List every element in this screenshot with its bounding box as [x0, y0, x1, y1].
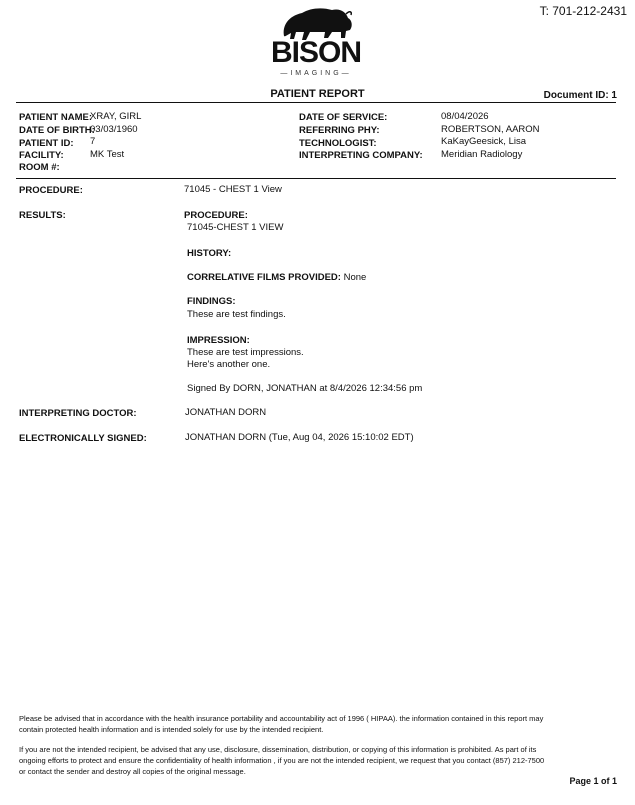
- results-label: RESULTS:: [19, 210, 66, 221]
- facility-label: FACILITY:: [19, 150, 64, 161]
- results-procedure-heading: PROCEDURE:: [184, 210, 248, 221]
- hipaa-notice-line-2: contain protected health information and is intended solely for use by the intended recipient.: [19, 725, 324, 734]
- history-heading: HISTORY:: [187, 248, 232, 259]
- interpreting-company: Meridian Radiology: [441, 149, 523, 160]
- results-procedure: 71045-CHEST 1 VIEW: [187, 222, 284, 233]
- procedure-label: PROCEDURE:: [19, 185, 83, 196]
- confidentiality-notice-line-3: or contact the sender and destroy all copies of the original message.: [19, 767, 246, 776]
- header-divider: [16, 102, 616, 103]
- patient-id: 7: [90, 136, 96, 147]
- logo-subtitle-text: IMAGING: [290, 70, 342, 77]
- interpreting-doctor: JONATHAN DORN: [185, 407, 267, 418]
- patient-name-label: PATIENT NAME:: [19, 112, 93, 123]
- impression-line-2: Here's another one.: [187, 359, 271, 370]
- phone-number: T: 701-212-2431: [539, 4, 627, 18]
- electronically-signed: JONATHAN DORN (Tue, Aug 04, 2026 15:10:02 EDT): [185, 432, 414, 443]
- impression-line-1: These are test impressions.: [187, 347, 304, 358]
- document-id: Document ID: 1: [543, 90, 617, 101]
- referring-physician: ROBERTSON, AARON: [441, 124, 540, 135]
- page-title: PATIENT REPORT: [270, 88, 365, 100]
- confidentiality-notice: [19, 744, 619, 777]
- correlative-heading: CORRELATIVE FILMS PROVIDED:: [187, 272, 341, 283]
- interpreting-company-label: INTERPRETING COMPANY:: [299, 150, 423, 161]
- confidentiality-notice-line-2: ongoing efforts to protect and ensure the confidentiality of health information , if you are not the intended recipient, we request that you contact (857) 212-7500: [19, 756, 545, 765]
- confidentiality-notice-line-1: If you are not the intended recipient, be advised that any use, disclosure, dissemination, distribution, or copying of this information is prohibited. As part of its: [19, 745, 537, 754]
- date-of-service-label: DATE OF SERVICE:: [299, 112, 388, 123]
- findings-heading: FINDINGS:: [187, 296, 236, 307]
- dob: 03/03/1960: [90, 124, 138, 135]
- bison-logo: [262, 4, 370, 82]
- procedure-value: 71045 - CHEST 1 View: [184, 184, 282, 195]
- logo-subtitle: —IMAGING—: [280, 70, 352, 77]
- hipaa-notice-line-1: Please be advised that in accordance with the health insurance portability and accountability act of 1996 ( HIPAA). the information contained in this report may: [19, 714, 544, 723]
- impression-heading: IMPRESSION:: [187, 335, 250, 346]
- technologist-label: TECHNOLOGIST:: [299, 138, 377, 149]
- facility: MK Test: [90, 149, 125, 160]
- correlative-value: None: [343, 272, 367, 283]
- dob-label: DATE OF BIRTH:: [19, 125, 95, 136]
- hipaa-notice: [19, 713, 619, 735]
- referring-label: REFERRING PHY:: [299, 125, 380, 136]
- patient-name: XRAY, GIRL: [90, 111, 142, 122]
- technologist: KaKayGeesick, Lisa: [441, 136, 527, 147]
- electronically-signed-label: ELECTRONICALLY SIGNED:: [19, 433, 147, 444]
- logo-wordmark: BISON: [270, 36, 361, 69]
- patient-id-label: PATIENT ID:: [19, 138, 74, 149]
- section-divider: [16, 178, 616, 179]
- page-number: Page 1 of 1: [569, 776, 617, 786]
- findings-text: These are test findings.: [187, 309, 286, 320]
- room-label: ROOM #:: [19, 162, 60, 173]
- signed-by: Signed By DORN, JONATHAN at 8/4/2026 12:34:56 pm: [187, 383, 423, 394]
- interpreting-doctor-label: INTERPRETING DOCTOR:: [19, 408, 137, 419]
- correlative-line: [187, 272, 366, 283]
- date-of-service: 08/04/2026: [441, 111, 489, 122]
